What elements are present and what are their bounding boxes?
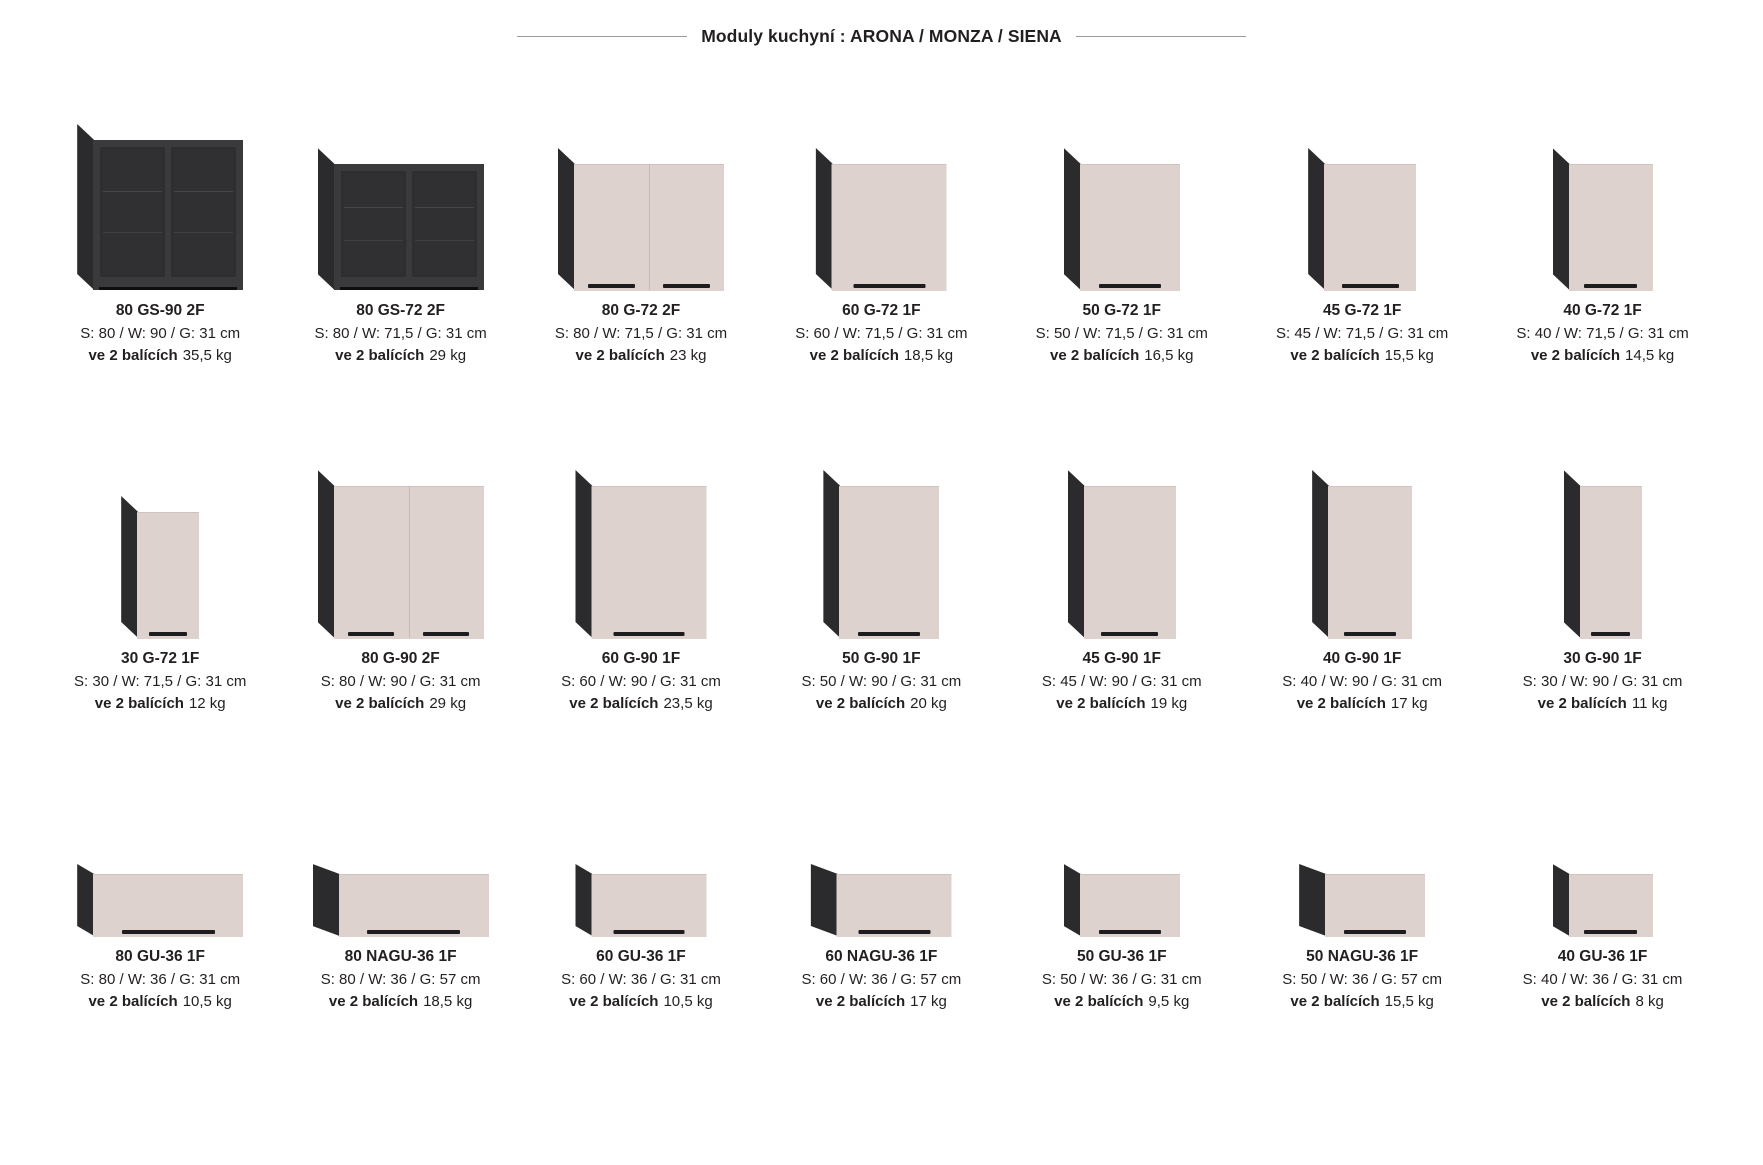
module-caption <box>1042 648 1202 714</box>
module-code: 60 G-72 1F <box>842 302 921 319</box>
module-code: 80 G-72 2F <box>601 302 681 319</box>
cabinet-door-front <box>839 486 939 639</box>
module-card[interactable] <box>521 796 761 1096</box>
module-code: 40 G-90 1F <box>1322 650 1402 667</box>
module-code: 60 NAGU-36 1F <box>825 948 938 965</box>
module-image <box>1242 448 1482 638</box>
module-weight: 23 kg <box>669 346 707 364</box>
module-weight: 11 kg <box>1631 694 1668 712</box>
module-caption <box>74 648 246 714</box>
module-code: 40 G-72 1F <box>1563 302 1642 319</box>
module-dimensions: S: 80 / W: 90 / G: 31 cm <box>320 672 481 690</box>
module-caption <box>1276 300 1448 366</box>
module-caption <box>555 300 727 366</box>
module-caption <box>1042 946 1202 1012</box>
module-weight: 14,5 kg <box>1625 346 1675 364</box>
module-card[interactable] <box>280 448 520 796</box>
module-image-inner <box>575 470 706 638</box>
cabinet-side-panel <box>1312 470 1329 638</box>
module-weight: 18,5 kg <box>423 992 473 1010</box>
module-image-inner <box>811 864 952 936</box>
module-image-inner <box>1553 864 1653 936</box>
module-code: 50 G-72 1F <box>1082 302 1161 319</box>
module-packaging <box>80 345 240 367</box>
module-weight: 9,5 kg <box>1148 992 1190 1010</box>
module-packaging-label: ve 2 balících <box>88 992 178 1010</box>
module-card[interactable] <box>280 100 520 448</box>
module-dimensions: S: 45 / W: 90 / G: 31 cm <box>1041 672 1202 690</box>
lift-up-door-front <box>591 874 706 937</box>
module-code: 50 GU-36 1F <box>1076 948 1167 965</box>
cabinet-side-panel <box>121 496 138 638</box>
door-handle <box>348 632 395 636</box>
module-row <box>40 100 1723 448</box>
cabinet-side-panel <box>816 148 833 290</box>
cabinet-door-front <box>591 486 706 639</box>
module-image <box>1002 448 1242 638</box>
module-card[interactable] <box>280 796 520 1096</box>
module-card[interactable] <box>521 448 761 796</box>
module-code: 50 G-90 1F <box>842 650 921 667</box>
cabinet-door-front <box>137 512 199 639</box>
cabinet-illustration <box>1553 148 1653 290</box>
module-image <box>1002 796 1242 936</box>
module-dimensions: S: 45 / W: 71,5 / G: 31 cm <box>1276 324 1449 342</box>
module-weight: 19 kg <box>1150 694 1188 712</box>
module-weight: 17 kg <box>910 992 947 1010</box>
module-code: 45 G-72 1F <box>1322 302 1402 319</box>
door-split-line <box>409 486 410 638</box>
module-image <box>1242 796 1482 936</box>
cabinet-side-panel <box>823 470 840 638</box>
module-card[interactable] <box>1002 100 1242 448</box>
module-image-inner <box>313 864 489 936</box>
module-packaging <box>74 693 246 715</box>
cabinet-side-panel <box>318 148 335 290</box>
module-image <box>521 796 761 936</box>
module-image <box>40 448 280 638</box>
cabinet-illustration <box>77 124 243 290</box>
module-card[interactable] <box>521 100 761 448</box>
module-code: 80 GU-36 1F <box>115 948 205 965</box>
cabinet-door-front <box>1084 486 1176 639</box>
door-handle <box>859 930 930 934</box>
module-packaging-label: ve 2 balících <box>569 992 659 1010</box>
cabinet-door-front <box>1328 486 1412 639</box>
module-weight: 10,5 kg <box>182 992 232 1010</box>
module-image-inner <box>77 864 243 936</box>
module-packaging-label: ve 2 balících <box>1050 346 1140 364</box>
module-packaging-label: ve 2 balících <box>575 346 665 364</box>
module-packaging <box>795 345 967 367</box>
module-packaging-label: ve 2 balících <box>335 346 425 364</box>
module-packaging-label: ve 2 balících <box>1541 992 1631 1010</box>
module-packaging-label: ve 2 balících <box>1054 992 1144 1010</box>
module-packaging <box>1516 345 1688 367</box>
module-dimensions: S: 50 / W: 90 / G: 31 cm <box>801 672 962 690</box>
module-card[interactable] <box>1242 448 1482 796</box>
module-card[interactable] <box>40 448 280 796</box>
module-caption <box>801 648 961 714</box>
module-packaging <box>1523 991 1683 1013</box>
cabinet-side-panel <box>575 470 592 638</box>
door-handle <box>1344 632 1396 636</box>
module-card[interactable] <box>1002 796 1242 1096</box>
module-card[interactable] <box>1482 448 1722 796</box>
module-dimensions: S: 50 / W: 36 / G: 31 cm <box>1041 970 1202 988</box>
cabinet-side-panel <box>1068 470 1085 638</box>
module-weight: 17 kg <box>1390 694 1428 712</box>
module-dimensions: S: 80 / W: 90 / G: 31 cm <box>80 324 241 342</box>
module-image <box>761 448 1001 638</box>
module-packaging <box>321 991 481 1013</box>
page-header <box>0 26 1763 47</box>
module-code: 60 GU-36 1F <box>596 948 686 965</box>
module-packaging-label: ve 2 balících <box>1530 346 1621 364</box>
cabinet-side-panel <box>1553 864 1570 936</box>
module-dimensions: S: 60 / W: 36 / G: 31 cm <box>561 970 721 988</box>
module-dimensions: S: 60 / W: 36 / G: 57 cm <box>801 970 962 988</box>
module-row <box>40 796 1723 1096</box>
module-image <box>40 796 280 936</box>
module-caption <box>1282 648 1442 714</box>
module-packaging-label: ve 2 balících <box>1056 694 1146 712</box>
module-code: 40 GU-36 1F <box>1557 948 1648 965</box>
module-packaging <box>561 693 721 715</box>
door-handle <box>423 632 470 636</box>
module-dimensions: S: 50 / W: 36 / G: 57 cm <box>1282 970 1443 988</box>
module-image <box>1483 796 1723 936</box>
module-code: 50 NAGU-36 1F <box>1306 948 1419 965</box>
module-caption <box>1523 648 1683 714</box>
module-caption <box>561 946 721 1012</box>
glass-pane <box>100 147 165 277</box>
module-image-inner <box>318 148 484 290</box>
cabinet-illustration <box>823 470 939 638</box>
module-packaging <box>1036 345 1208 367</box>
glass-pane <box>341 171 406 277</box>
module-dimensions: S: 40 / W: 90 / G: 31 cm <box>1282 672 1443 690</box>
module-code: 80 NAGU-36 1F <box>344 948 457 965</box>
module-weight: 23,5 kg <box>663 694 713 712</box>
module-code: 80 GS-90 2F <box>115 302 205 319</box>
module-weight: 10,5 kg <box>663 992 713 1010</box>
module-weight: 29 kg <box>429 346 467 364</box>
cabinet-base-shadow <box>99 287 237 290</box>
module-packaging-label: ve 2 balících <box>569 694 659 712</box>
module-packaging-label: ve 2 balících <box>94 694 184 712</box>
module-packaging <box>561 991 721 1013</box>
module-caption <box>1516 300 1688 366</box>
module-packaging-label: ve 2 balících <box>1290 992 1380 1010</box>
module-packaging-label: ve 2 balících <box>88 346 178 364</box>
cabinet-illustration <box>1553 864 1653 936</box>
lift-up-door-front <box>1569 874 1653 937</box>
module-code: 45 G-90 1F <box>1082 650 1161 667</box>
module-packaging-label: ve 2 balících <box>815 992 906 1010</box>
module-packaging <box>1042 991 1202 1013</box>
header-rule-left <box>517 36 687 37</box>
module-card[interactable] <box>1002 448 1242 796</box>
cabinet-side-panel <box>313 864 340 936</box>
door-handle <box>149 632 187 636</box>
cabinet-door-front <box>1569 164 1653 291</box>
door-handle <box>1591 632 1629 636</box>
module-weight: 29 kg <box>429 694 467 712</box>
module-caption <box>80 946 240 1012</box>
module-image <box>1002 100 1242 290</box>
cabinet-side-panel <box>77 864 94 936</box>
module-card[interactable] <box>761 796 1001 1096</box>
module-card[interactable] <box>761 448 1001 796</box>
module-dimensions: S: 40 / W: 36 / G: 31 cm <box>1522 970 1683 988</box>
cabinet-illustration <box>1299 864 1425 936</box>
module-dimensions: S: 50 / W: 71,5 / G: 31 cm <box>1035 324 1208 342</box>
cabinet-side-panel <box>1064 864 1081 936</box>
module-image-inner <box>816 148 947 290</box>
module-packaging <box>314 345 486 367</box>
module-dimensions: S: 80 / W: 71,5 / G: 31 cm <box>554 324 728 342</box>
glass-pane <box>171 147 236 277</box>
cabinet-side-panel <box>77 124 94 290</box>
cabinet-side-panel <box>318 470 335 638</box>
module-weight: 16,5 kg <box>1144 346 1194 364</box>
module-card[interactable] <box>761 100 1001 448</box>
module-image-inner <box>1064 148 1180 290</box>
door-handle <box>1342 284 1399 288</box>
module-caption <box>321 946 481 1012</box>
cabinet-side-panel <box>1299 864 1326 936</box>
module-card[interactable] <box>1482 100 1722 448</box>
cabinet-illustration <box>558 148 724 290</box>
module-dimensions: S: 40 / W: 71,5 / G: 31 cm <box>1516 324 1689 342</box>
module-packaging-label: ve 2 balících <box>809 346 899 364</box>
door-handle <box>613 930 684 934</box>
module-card[interactable] <box>1242 100 1482 448</box>
lift-up-door-front <box>1325 874 1425 937</box>
page-title: Moduly kuchyní : ARONA / MONZA / SIENA <box>701 26 1062 46</box>
module-packaging <box>555 345 727 367</box>
module-packaging <box>1276 345 1448 367</box>
module-code: 30 G-90 1F <box>1563 650 1642 667</box>
module-image <box>1242 100 1482 290</box>
module-image-inner <box>1553 148 1653 290</box>
module-packaging <box>1042 693 1202 715</box>
module-packaging <box>801 991 961 1013</box>
module-caption <box>314 300 486 366</box>
module-image <box>521 448 761 638</box>
cabinet-side-panel <box>1553 148 1570 290</box>
cabinet-side-panel <box>575 864 592 936</box>
module-grid <box>40 100 1723 1096</box>
door-handle <box>663 284 710 288</box>
module-image <box>1483 448 1723 638</box>
module-image <box>40 100 280 290</box>
module-dimensions: S: 80 / W: 71,5 / G: 31 cm <box>314 324 487 342</box>
module-image-inner <box>1312 470 1412 638</box>
cabinet-illustration <box>1064 864 1180 936</box>
cabinet-illustration <box>1312 470 1412 638</box>
module-card[interactable] <box>40 100 280 448</box>
module-caption <box>321 648 481 714</box>
header-rule-right <box>1076 36 1246 37</box>
door-handle <box>122 930 215 934</box>
module-packaging-label: ve 2 balících <box>1296 694 1386 712</box>
module-image <box>1483 100 1723 290</box>
module-code: 30 G-72 1F <box>120 650 200 667</box>
module-dimensions: S: 60 / W: 90 / G: 31 cm <box>561 672 721 690</box>
module-dimensions: S: 30 / W: 90 / G: 31 cm <box>1522 672 1683 690</box>
module-code: 80 G-90 2F <box>361 650 440 667</box>
module-image <box>761 796 1001 936</box>
module-card[interactable] <box>1242 796 1482 1096</box>
module-card[interactable] <box>1482 796 1722 1096</box>
door-handle <box>367 930 460 934</box>
module-packaging <box>80 991 240 1013</box>
cabinet-illustration <box>1064 148 1180 290</box>
module-image-inner <box>558 148 724 290</box>
module-caption <box>1523 946 1683 1012</box>
door-handle <box>1584 284 1636 288</box>
module-image-inner <box>121 496 199 638</box>
module-image <box>761 100 1001 290</box>
module-image-inner <box>575 864 706 936</box>
door-handle <box>1584 930 1636 934</box>
module-dimensions: S: 80 / W: 36 / G: 31 cm <box>80 970 241 988</box>
cabinet-illustration <box>575 864 706 936</box>
module-packaging <box>1523 693 1683 715</box>
module-weight: 15,5 kg <box>1384 992 1434 1010</box>
cabinet-side-panel <box>1064 148 1081 290</box>
glass-pane <box>412 171 477 277</box>
module-weight: 35,5 kg <box>182 346 232 364</box>
cabinet-side-panel <box>811 864 838 936</box>
lift-up-door-front <box>837 874 952 937</box>
module-packaging-label: ve 2 balících <box>1290 346 1380 364</box>
module-packaging-label: ve 2 balících <box>815 694 906 712</box>
cabinet-side-panel <box>558 148 575 290</box>
cabinet-illustration <box>318 470 484 638</box>
module-image-inner <box>1064 864 1180 936</box>
cabinet-illustration <box>121 496 199 638</box>
door-handle <box>1101 632 1158 636</box>
module-packaging <box>1282 991 1442 1013</box>
module-image <box>281 100 521 290</box>
module-weight: 18,5 kg <box>903 346 954 364</box>
cabinet-illustration <box>77 864 243 936</box>
lift-up-door-front <box>1080 874 1180 937</box>
cabinet-side-panel <box>1564 470 1581 638</box>
module-caption <box>1282 946 1442 1012</box>
module-image-inner <box>1308 148 1416 290</box>
cabinet-illustration <box>811 864 952 936</box>
module-image-inner <box>1564 470 1642 638</box>
cabinet-illustration <box>1308 148 1416 290</box>
module-code: 60 G-90 1F <box>601 650 681 667</box>
cabinet-illustration <box>1068 470 1176 638</box>
cabinet-door-front <box>1324 164 1416 291</box>
cabinet-illustration <box>1564 470 1642 638</box>
module-weight: 20 kg <box>910 694 947 712</box>
cabinet-side-panel <box>1308 148 1325 290</box>
module-image-inner <box>1068 470 1176 638</box>
module-packaging-label: ve 2 balících <box>335 694 425 712</box>
door-handle <box>854 284 925 288</box>
door-handle <box>1099 930 1161 934</box>
module-image-inner <box>77 124 243 290</box>
module-caption <box>561 648 721 714</box>
module-dimensions: S: 30 / W: 71,5 / G: 31 cm <box>74 672 247 690</box>
module-dimensions: S: 80 / W: 36 / G: 57 cm <box>320 970 481 988</box>
door-handle <box>588 284 635 288</box>
module-image-inner <box>823 470 939 638</box>
module-packaging <box>1282 693 1442 715</box>
module-weight: 12 kg <box>188 694 226 712</box>
module-image-inner <box>1299 864 1425 936</box>
module-caption <box>1036 300 1208 366</box>
cabinet-illustration <box>313 864 489 936</box>
module-packaging <box>801 693 961 715</box>
cabinet-door-front <box>1080 164 1180 291</box>
module-packaging <box>321 693 481 715</box>
cabinet-base-shadow <box>340 287 478 290</box>
cabinet-illustration <box>318 148 484 290</box>
cabinet-door-front <box>1580 486 1642 639</box>
door-split-line <box>649 164 650 290</box>
module-caption <box>795 300 967 366</box>
module-image <box>281 448 521 638</box>
module-weight: 15,5 kg <box>1384 346 1434 364</box>
door-handle <box>613 632 684 636</box>
lift-up-door-front <box>339 874 489 937</box>
door-handle <box>1099 284 1161 288</box>
module-packaging-label: ve 2 balících <box>328 992 419 1010</box>
module-image <box>281 796 521 936</box>
module-packaging-label: ve 2 balících <box>1537 694 1627 712</box>
module-image-inner <box>318 470 484 638</box>
module-caption <box>801 946 961 1012</box>
module-weight: 8 kg <box>1635 992 1664 1010</box>
module-dimensions: S: 60 / W: 71,5 / G: 31 cm <box>795 324 968 342</box>
cabinet-illustration <box>575 470 706 638</box>
module-row <box>40 448 1723 796</box>
module-card[interactable] <box>40 796 280 1096</box>
door-handle <box>1344 930 1406 934</box>
cabinet-illustration <box>816 148 947 290</box>
lift-up-door-front <box>93 874 243 937</box>
module-caption <box>80 300 240 366</box>
module-code: 80 GS-72 2F <box>356 302 445 319</box>
door-handle <box>858 632 920 636</box>
module-image <box>521 100 761 290</box>
cabinet-door-front <box>832 164 947 291</box>
